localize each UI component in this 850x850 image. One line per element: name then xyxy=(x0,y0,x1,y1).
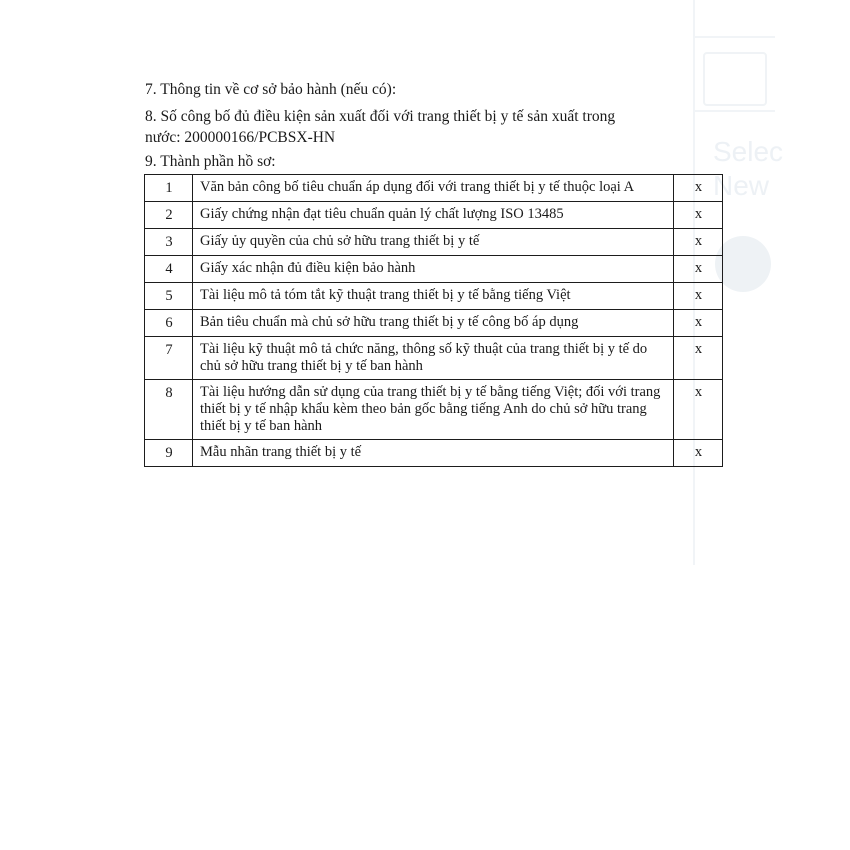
table-row xyxy=(145,229,723,256)
table-row xyxy=(145,283,723,310)
background-box-icon xyxy=(703,52,767,106)
table-row xyxy=(145,310,723,337)
row-number: 6 xyxy=(145,310,193,337)
row-check-mark: x xyxy=(674,337,723,380)
row-description: Tài liệu mô tả tóm tắt kỹ thuật trang thiết bị y tế bằng tiếng Việt xyxy=(193,283,674,310)
row-description: Bản tiêu chuẩn mà chủ sở hữu trang thiết bị y tế công bố áp dụng xyxy=(193,310,674,337)
row-check-mark: x xyxy=(674,310,723,337)
background-image-icon xyxy=(715,236,771,292)
row-number: 1 xyxy=(145,175,193,202)
row-number: 2 xyxy=(145,202,193,229)
item-7-warranty-info: 7. Thông tin về cơ sở bảo hành (nếu có): xyxy=(145,81,397,98)
row-check-mark: x xyxy=(674,256,723,283)
item-8-declaration-line2: nước: 200000166/PCBSX-HN xyxy=(145,129,336,146)
row-description: Mẫu nhãn trang thiết bị y tế xyxy=(193,440,674,467)
table-row xyxy=(145,440,723,467)
background-text: Selec xyxy=(713,136,784,167)
item-9-dossier-title: 9. Thành phần hồ sơ: xyxy=(145,153,276,170)
background-divider xyxy=(693,110,775,112)
table-row xyxy=(145,175,723,202)
row-description: Giấy ủy quyền của chủ sở hữu trang thiết bị y tế xyxy=(193,229,674,256)
item-8-declaration-line1: 8. Số công bố đủ điều kiện sản xuất đối với trang thiết bị y tế sản xuất trong xyxy=(145,108,616,125)
row-description: Giấy xác nhận đủ điều kiện bảo hành xyxy=(193,256,674,283)
row-description: Tài liệu kỹ thuật mô tả chức năng, thông số kỹ thuật của trang thiết bị y tế do chủ sở hữu trang thiết bị y tế ban hành xyxy=(193,337,674,380)
row-description: Giấy chứng nhận đạt tiêu chuẩn quản lý chất lượng ISO 13485 xyxy=(193,202,674,229)
row-number: 7 xyxy=(145,337,193,380)
dossier-table xyxy=(144,174,723,467)
table-row xyxy=(145,256,723,283)
row-check-mark: x xyxy=(674,380,723,440)
row-check-mark: x xyxy=(674,175,723,202)
row-number: 9 xyxy=(145,440,193,467)
row-check-mark: x xyxy=(674,283,723,310)
background-text: New xyxy=(713,170,770,201)
row-check-mark: x xyxy=(674,202,723,229)
table-row xyxy=(145,380,723,440)
table-row xyxy=(145,202,723,229)
row-number: 8 xyxy=(145,380,193,440)
row-description: Tài liệu hướng dẫn sử dụng của trang thiết bị y tế bằng tiếng Việt; đối với trang thiết bị y tế nhập khẩu kèm theo bản gốc bằng tiếng Anh do chủ sở hữu trang thiết bị y tế ban hành xyxy=(193,380,674,440)
row-number: 4 xyxy=(145,256,193,283)
row-check-mark: x xyxy=(674,229,723,256)
background-divider xyxy=(693,36,775,38)
row-number: 5 xyxy=(145,283,193,310)
table-row xyxy=(145,337,723,380)
row-description: Văn bản công bố tiêu chuẩn áp dụng đối với trang thiết bị y tế thuộc loại A xyxy=(193,175,674,202)
row-check-mark: x xyxy=(674,440,723,467)
row-number: 3 xyxy=(145,229,193,256)
